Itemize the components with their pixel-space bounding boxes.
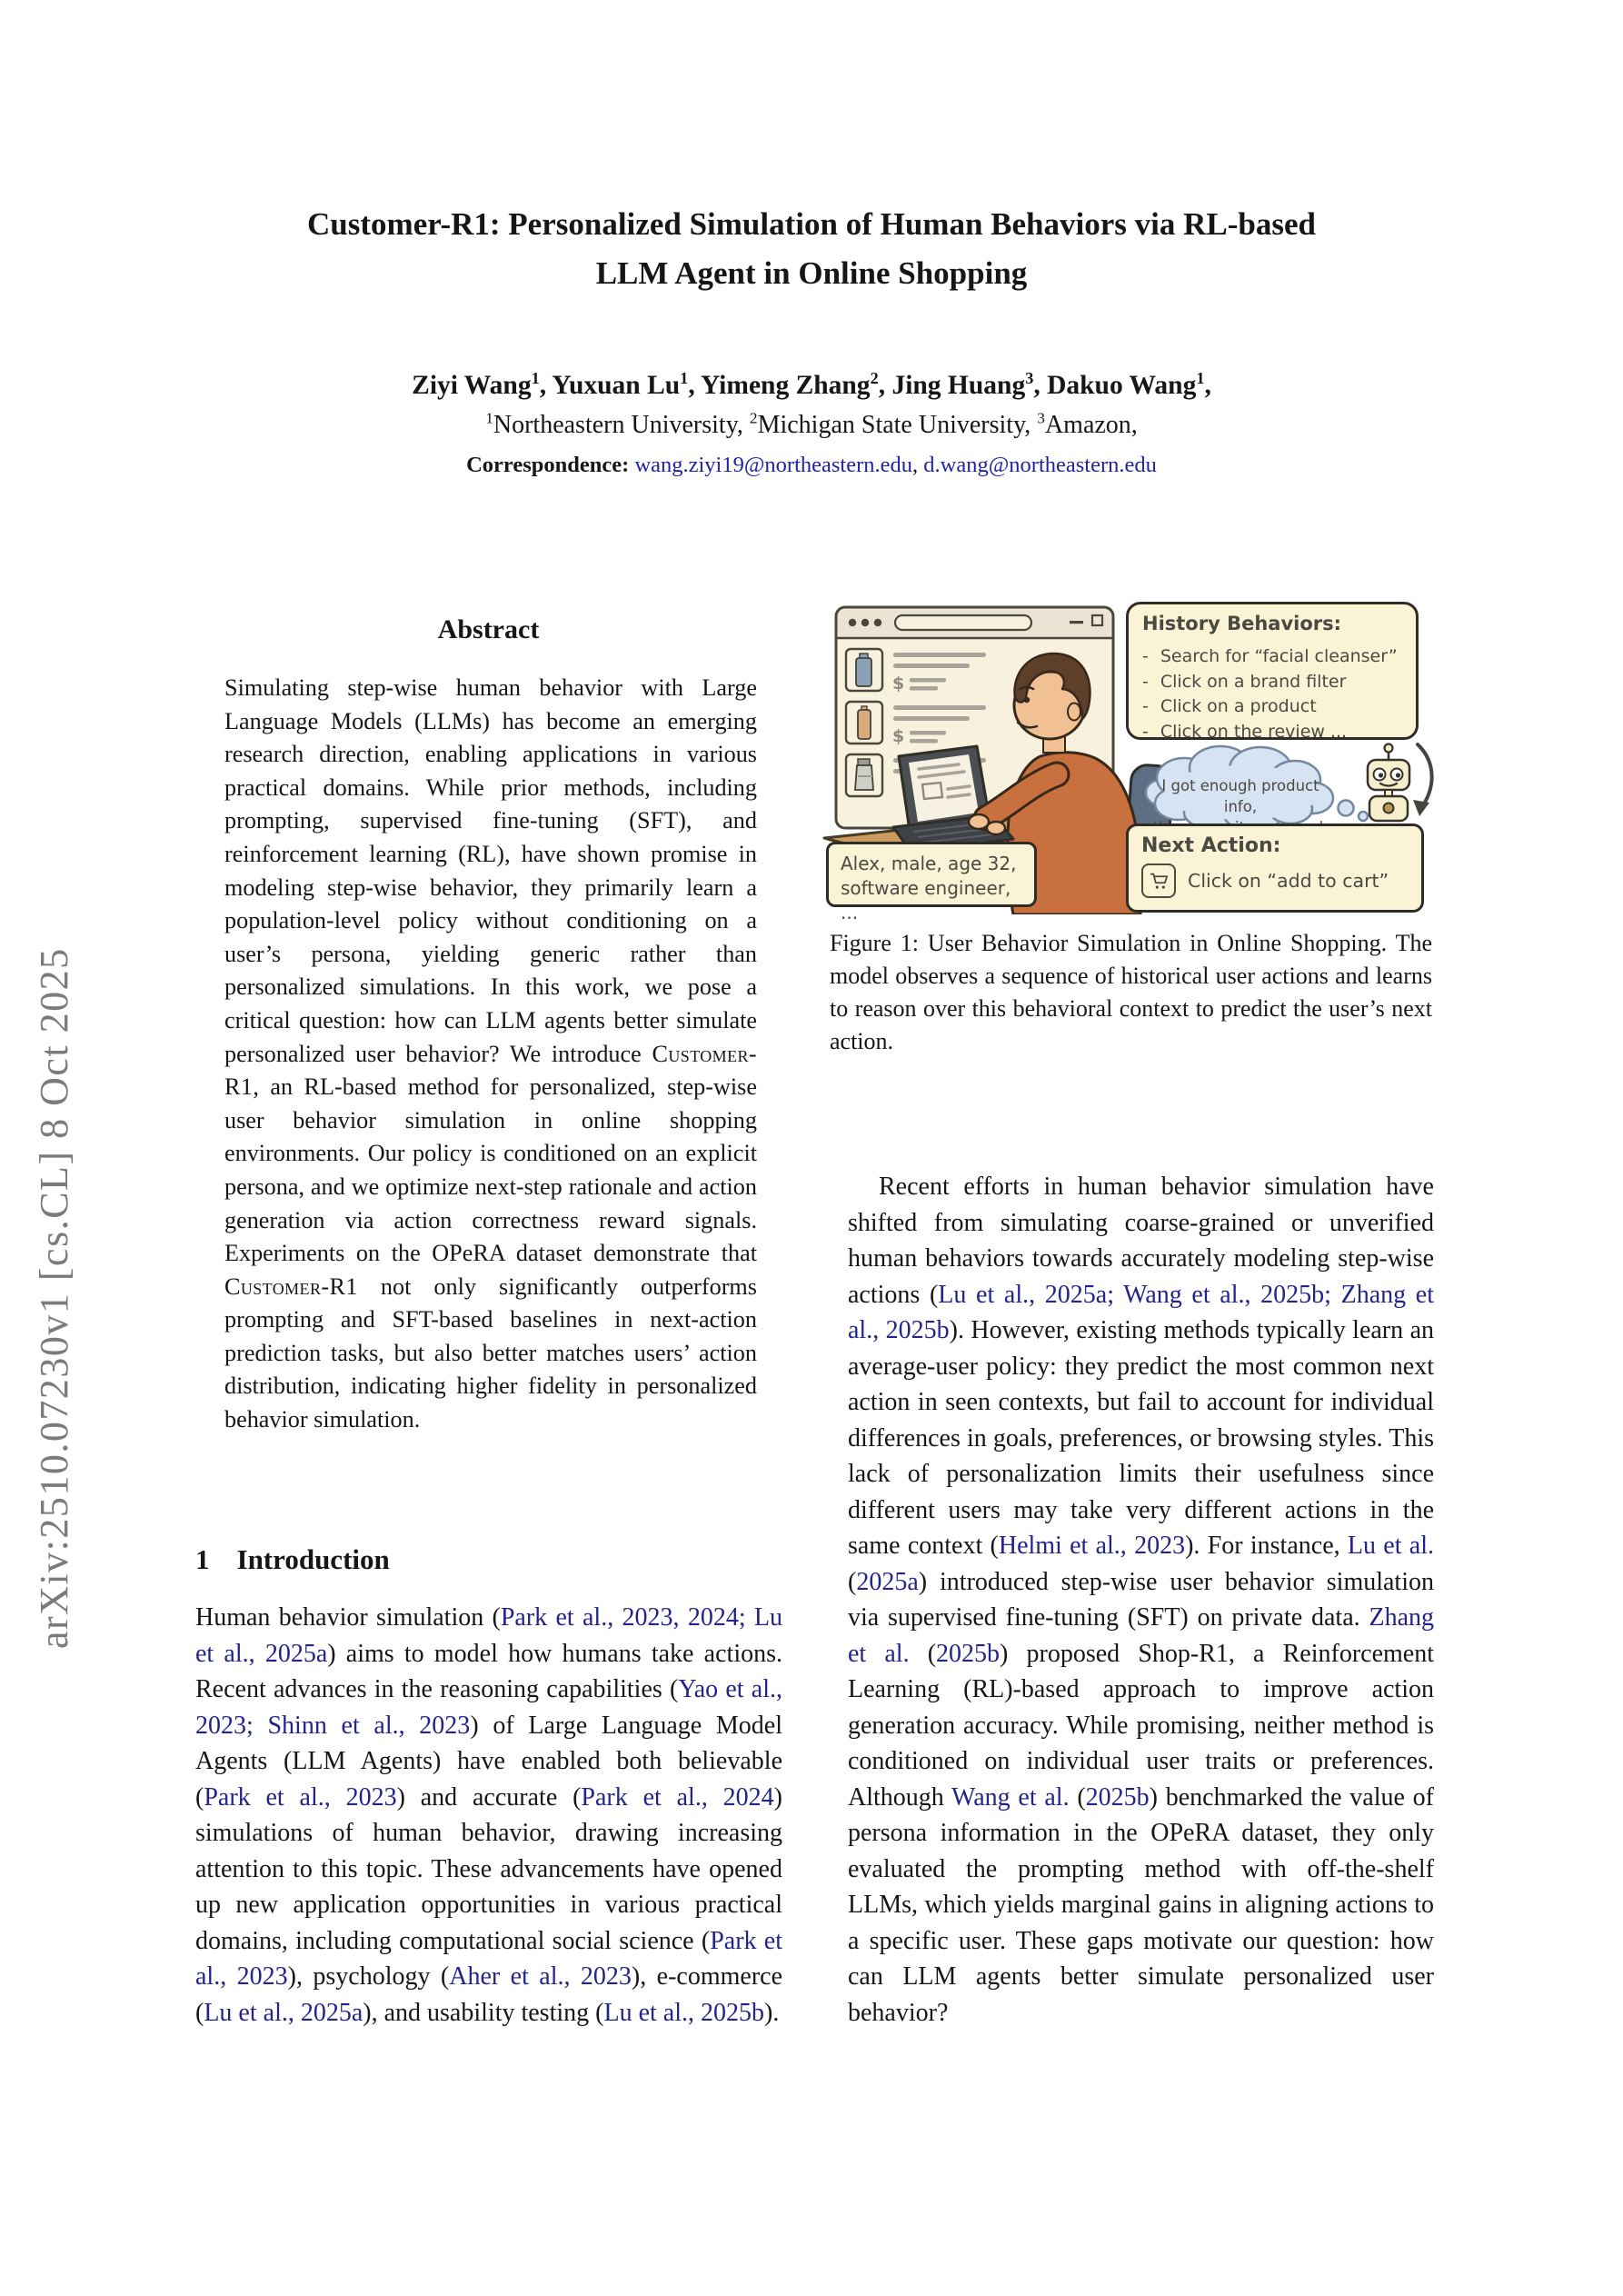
text-segment: ) benchmarked the value of persona information in the OPeRA dataset, they only evaluated the prompting method with off-the-shelf LLMs, which yields marginal gains in aligning actions to a specific user. These gaps motivate our question: how can LLM agents better simulate personalized user behavior? bbox=[848, 1782, 1434, 2027]
text-segment: ) and accurate ( bbox=[396, 1782, 582, 1812]
text-segment: Customer-R1 bbox=[224, 1273, 358, 1300]
citation-link[interactable]: Yao et al., 2023; Shinn et al., 2023 bbox=[195, 1675, 783, 1740]
text-segment: ) introduced step-wise user behavior simulation via supervised fine-tuning (SFT) on private data. bbox=[848, 1567, 1434, 1632]
citation-link[interactable]: Aher et al., 2023 bbox=[449, 1962, 632, 1991]
history-item-label: Search for “facial cleanser” bbox=[1160, 646, 1398, 666]
cart-chip bbox=[1141, 863, 1176, 898]
text-segment: Amazon, bbox=[1044, 411, 1138, 439]
citation-link[interactable]: 2025b bbox=[1085, 1782, 1150, 1812]
citation-link[interactable]: Zhang et al. bbox=[848, 1603, 1434, 1668]
robot-icon bbox=[1368, 744, 1409, 822]
text-segment: ). bbox=[764, 1998, 780, 2027]
minimize-icon bbox=[1070, 621, 1083, 624]
persona-line1: Alex, male, age 32, bbox=[841, 853, 1017, 874]
text-segment: ( bbox=[848, 1567, 857, 1596]
text-segment: ) simulations of human behavior, drawing increasing attention to this topic. These advancements have opened up new application opportunities in various practical domains, including computational social science ( bbox=[195, 1782, 782, 1955]
history-item bbox=[1142, 644, 1402, 670]
text-segment: Human behavior simulation ( bbox=[195, 1603, 501, 1632]
author-line bbox=[0, 371, 1623, 401]
figure-1-caption: Figure 1: User Behavior Simulation in Online Shopping. The model observes a sequence of historical user actions and learns to reason over this behavioral context to predict the user’s next action. bbox=[830, 930, 1432, 1054]
citation-link[interactable]: Lu et al. bbox=[1347, 1532, 1434, 1560]
svg-text:$: $ bbox=[892, 726, 905, 746]
text-segment: ) of Large Language Model Agents (LLM Agents) have enabled both believable ( bbox=[195, 1711, 782, 1812]
citation-link[interactable]: Wang et al. bbox=[951, 1782, 1070, 1812]
browser-dot-icon bbox=[874, 619, 881, 626]
arrow-down-icon bbox=[1413, 744, 1432, 816]
text-segment: 2 bbox=[870, 369, 879, 388]
text-segment: ) proposed Shop-R1, a Reinforcement Learning (RL)-based approach to improve action generation accuracy. While promising, neither method is conditioned on individual user traits or preferences. Although bbox=[848, 1639, 1434, 1812]
history-item bbox=[1142, 720, 1402, 745]
text-segment: Northeastern University, bbox=[493, 411, 750, 439]
text-segment: 1 bbox=[531, 369, 540, 388]
next-action-label: Click on “add to cart” bbox=[1188, 870, 1389, 892]
text-segment: ). However, existing methods typically learn an average-user policy: they predict the most common next action in seen contexts, but fail to account for individual differences in goals, preferences, or browsing styles. This lack of personalization limits their usefulness since different users may take very different actions in the same context ( bbox=[848, 1316, 1434, 1560]
persona-label-box bbox=[826, 842, 1037, 923]
next-action-box bbox=[1126, 824, 1424, 913]
figure-1 bbox=[822, 596, 1436, 923]
thought-line1: I got enough product info, bbox=[1161, 777, 1319, 815]
citation-link[interactable]: Helmi et al., 2023 bbox=[998, 1532, 1186, 1560]
text-segment: , bbox=[1204, 371, 1211, 400]
citation-link[interactable]: 2025b bbox=[936, 1639, 1001, 1668]
citation-link[interactable]: Lu et al., 2025a; Wang et al., 2025b; Zhang et al., 2025b bbox=[848, 1280, 1434, 1344]
citation-link[interactable]: Lu et al., 2025b bbox=[603, 1998, 764, 2027]
text-segment: 1 bbox=[680, 369, 689, 388]
text-segment: ). For instance, bbox=[1185, 1532, 1348, 1560]
affiliation-line bbox=[0, 411, 1623, 440]
section-title: Introduction bbox=[236, 1543, 390, 1575]
text-segment: Recent efforts in human behavior simulation have shifted from simulating coarse-grained or unverified human behaviors towards accurately modeling step-wise actions ( bbox=[848, 1173, 1434, 1309]
citation-link[interactable]: Lu et al., 2025a bbox=[204, 1998, 363, 2027]
bullet-dash-icon: - bbox=[1142, 721, 1149, 742]
citation-link[interactable]: Park et al., 2023 bbox=[195, 1926, 783, 1991]
text-segment: , bbox=[912, 453, 924, 477]
url-bar-icon bbox=[895, 615, 1031, 630]
text-segment: ( bbox=[1069, 1782, 1086, 1812]
paper-title bbox=[0, 200, 1623, 298]
bullet-dash-icon: - bbox=[1142, 646, 1149, 666]
history-item-label: Click on a brand filter bbox=[1160, 671, 1347, 692]
text-segment: 2 bbox=[749, 409, 758, 427]
text-segment: , Dakuo Wang bbox=[1033, 371, 1197, 400]
text-segment: 1 bbox=[485, 409, 493, 427]
correspondence-line bbox=[0, 453, 1623, 478]
text-segment: 3 bbox=[1037, 409, 1045, 427]
arxiv-watermark: arXiv:2510.07230v1 [cs.CL] 8 Oct 2025 bbox=[32, 947, 76, 1649]
text-segment: ), e-commerce ( bbox=[195, 1962, 782, 2027]
text-segment: , Yuxuan Lu bbox=[539, 371, 681, 400]
browser-dot-icon bbox=[849, 619, 856, 626]
text-segment: ), psychology ( bbox=[287, 1962, 450, 1991]
abstract-body bbox=[224, 672, 757, 1437]
history-behaviors-title: History Behaviors: bbox=[1142, 613, 1342, 634]
text-segment: not only significantly outperforms prompting and SFT-based baselines in next-action prediction tasks, but also better matches users’ action distribution, indicating higher fidelity in personalized behavior simulation. bbox=[224, 1273, 757, 1433]
citation-link[interactable]: Park et al., 2024 bbox=[581, 1782, 774, 1812]
text-segment: Ziyi Wang bbox=[412, 371, 532, 400]
next-action-title: Next Action: bbox=[1141, 834, 1281, 857]
history-item bbox=[1142, 694, 1402, 720]
history-behaviors-box bbox=[1126, 602, 1419, 740]
text-segment: ), and usability testing ( bbox=[363, 1998, 604, 2027]
product-card-3 bbox=[846, 754, 882, 796]
abstract-heading: Abstract bbox=[437, 614, 540, 644]
text-segment: , Jing Huang bbox=[878, 371, 1026, 400]
next-action-row bbox=[1141, 863, 1409, 898]
persona-line2: software engineer, ... bbox=[841, 877, 1011, 923]
history-item-label: Click on the review ... bbox=[1160, 721, 1348, 742]
citation-link[interactable]: 2025a bbox=[856, 1567, 919, 1596]
introduction-paragraph-1 bbox=[195, 1600, 782, 2031]
section-number: 1 bbox=[195, 1543, 210, 1575]
text-segment: , an RL-based method for personalized, step-wise user behavior simulation in online shopping environments. Our policy is conditioned on an explicit persona, and we optimize next-step rationale and action generation via action correctness reward signals. Experiments on the OPeRA dataset demonstrate that bbox=[224, 1073, 757, 1267]
text-segment: ) aims to model how humans take actions. Recent advances in the reasoning capabilities ( bbox=[195, 1639, 782, 1703]
citation-link[interactable]: Park et al., 2023, 2024; Lu et al., 2025a bbox=[195, 1603, 783, 1668]
text-segment: Simulating step-wise human behavior with Large Language Models (LLMs) has become an emerging research direction, enabling applications in various practical domains. While prior methods, including prompting, supervised fine-tuning (SFT), and reinforcement learning (RL), have shown promise in modeling step-wise behavior, they primarily learn a population-level policy without conditioning on a user’s persona, yielding generic rather than personalized simulations. In this work, we pose a critical question: how can LLM agents better simulate personalized user behavior? We introduce bbox=[224, 674, 757, 1067]
paper-title-line2: LLM Agent in Online Shopping bbox=[595, 255, 1028, 291]
citation-link[interactable]: Park et al., 2023 bbox=[204, 1782, 397, 1812]
svg-text:$: $ bbox=[892, 674, 905, 694]
history-item bbox=[1142, 670, 1402, 695]
text-segment: Michigan State University, bbox=[757, 411, 1038, 439]
text-segment: Correspondence: bbox=[466, 453, 635, 477]
text-segment: Customer-R1 bbox=[224, 1040, 757, 1101]
email-link[interactable]: wang.ziyi19@northeastern.edu bbox=[634, 453, 913, 477]
bullet-dash-icon: - bbox=[1142, 671, 1149, 692]
introduction-paragraph-2 bbox=[848, 1169, 1434, 2031]
shopping-cart-icon bbox=[1150, 872, 1169, 891]
product-card-1 bbox=[846, 649, 882, 691]
text-segment: 1 bbox=[1196, 369, 1205, 388]
text-segment: ( bbox=[909, 1639, 937, 1668]
history-item-label: Click on a product bbox=[1160, 696, 1317, 716]
bullet-dash-icon: - bbox=[1142, 696, 1149, 716]
browser-dot-icon bbox=[861, 619, 869, 626]
email-link[interactable]: d.wang@northeastern.edu bbox=[923, 453, 1157, 477]
paper-title-line1: Customer-R1: Personalized Simulation of Human Behaviors via RL-based bbox=[307, 206, 1316, 242]
product-card-2 bbox=[846, 702, 882, 744]
text-segment: , Yimeng Zhang bbox=[688, 371, 871, 400]
section-heading-introduction bbox=[195, 1543, 390, 1576]
text-segment: 3 bbox=[1025, 369, 1034, 388]
